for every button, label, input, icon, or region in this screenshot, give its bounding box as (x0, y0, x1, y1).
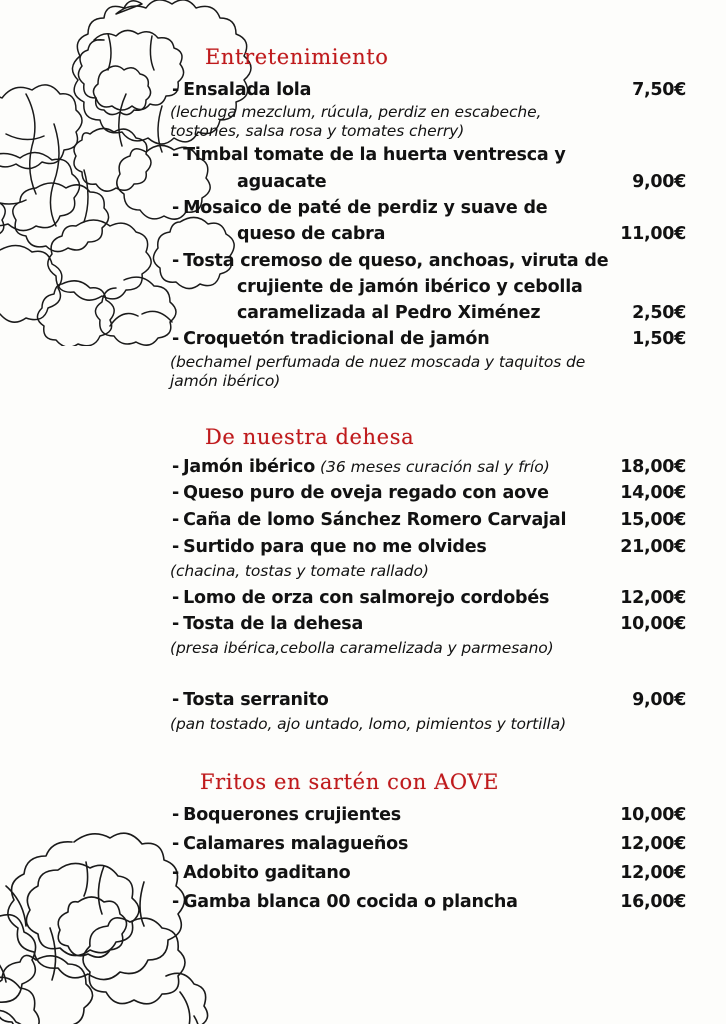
menu-item-label: Calamares malagueños (183, 834, 409, 854)
bullet-dash: - (172, 510, 180, 530)
menu-item-price-timbal-tomate: 9,00€ (632, 172, 686, 192)
menu-item-name-tosta-cremoso-queso (172, 251, 726, 271)
menu-item-description-tosta-de-la-dehesa: (presa ibérica,cebolla caramelizada y parmesano) (170, 639, 554, 657)
menu-item-label: queso de cabra (237, 224, 386, 244)
menu-item-label: Gamba blanca 00 cocida o plancha (183, 892, 518, 912)
bullet-dash: - (172, 483, 180, 503)
menu-item-name-mosaico-pate-perdiz (172, 198, 726, 218)
menu-item-price-ensalada-lola: 7,50€ (632, 80, 686, 100)
menu-item-label: Ensalada lola (183, 80, 312, 100)
menu-item-description-ensalada-lola: tostones, salsa rosa y tomates cherry) (170, 122, 465, 140)
menu-item-label: Tosta serranito (183, 690, 329, 710)
bullet-dash: - (172, 805, 180, 825)
menu-item-label: Timbal tomate de la huerta ventresca y (183, 145, 566, 165)
menu-item-price-queso-puro-oveja: 14,00€ (620, 483, 686, 503)
bullet-dash: - (172, 863, 180, 883)
menu-item-name-timbal-tomate (172, 145, 726, 165)
menu-item-name-tosta-cremoso-queso (237, 277, 726, 297)
menu-item-price-gamba-blanca: 16,00€ (620, 892, 686, 912)
menu-item-price-tosta-de-la-dehesa: 10,00€ (620, 614, 686, 634)
menu-item-price-lomo-de-orza: 12,00€ (620, 588, 686, 608)
menu-item-description-croqueton-tradicional: jamón ibérico) (170, 372, 281, 390)
section-heading-fritos-en-sarten-con-aove: Fritos en sartén con AOVE (200, 770, 500, 794)
menu-item-label: Tosta de la dehesa (183, 614, 364, 634)
menu-item-label: Croquetón tradicional de jamón (183, 329, 490, 349)
bullet-dash: - (172, 329, 180, 349)
menu-item-label: Jamón ibérico (183, 457, 316, 477)
menu-item-price-boquerones-crujientes: 10,00€ (620, 805, 686, 825)
bullet-dash: - (172, 892, 180, 912)
bullet-dash: - (172, 80, 180, 100)
menu-item-label: caramelizada al Pedro Ximénez (237, 303, 541, 323)
menu-item-price-surtido-no-me-olvides: 21,00€ (620, 537, 686, 557)
menu-item-label: Mosaico de paté de perdiz y suave de (183, 198, 548, 218)
menu-item-price-calamares-malaguenos: 12,00€ (620, 834, 686, 854)
bullet-dash: - (172, 588, 180, 608)
bullet-dash: - (172, 537, 180, 557)
bullet-dash: - (172, 198, 180, 218)
menu-item-label: Lomo de orza con salmorejo cordobés (183, 588, 550, 608)
menu-item-label: Tosta cremoso de queso, anchoas, viruta de (183, 251, 609, 271)
menu-item-price-croqueton-tradicional: 1,50€ (632, 329, 686, 349)
section-heading-de-nuestra-dehesa: De nuestra dehesa (205, 425, 415, 449)
bullet-dash: - (172, 457, 180, 477)
bullet-dash: - (172, 834, 180, 854)
menu-item-price-jamon-iberico: 18,00€ (620, 457, 686, 477)
bullet-dash: - (172, 251, 180, 271)
menu-item-price-cana-de-lomo: 15,00€ (620, 510, 686, 530)
menu-item-label: Adobito gaditano (183, 863, 351, 883)
menu-item-label: crujiente de jamón ibérico y cebolla (237, 277, 583, 297)
menu-item-price-adobito-gaditano: 12,00€ (620, 863, 686, 883)
menu-item-price-tosta-cremoso-queso: 2,50€ (632, 303, 686, 323)
menu-item-description-surtido-no-me-olvides: (chacina, tostas y tomate rallado) (170, 562, 429, 580)
menu-item-description-ensalada-lola: (lechuga mezclum, rúcula, perdiz en escabeche, (170, 103, 542, 121)
menu-item-price-mosaico-pate-perdiz: 11,00€ (620, 224, 686, 244)
menu-item-price-tosta-serranito: 9,00€ (632, 690, 686, 710)
section-heading-entretenimiento: Entretenimiento (205, 45, 389, 69)
menu-item-label: Boquerones crujientes (183, 805, 402, 825)
menu-item-description-croqueton-tradicional: (bechamel perfumada de nuez moscada y taquitos de (170, 353, 586, 371)
menu-item-label: Caña de lomo Sánchez Romero Carvajal (183, 510, 567, 530)
menu-item-label: Queso puro de oveja regado con aove (183, 483, 549, 503)
bullet-dash: - (172, 145, 180, 165)
menu-item-description-tosta-serranito: (pan tostado, ajo untado, lomo, pimientos y tortilla) (170, 715, 567, 733)
bullet-dash: - (172, 614, 180, 634)
menu-item-label: aguacate (237, 172, 327, 192)
menu-item-note: (36 meses curación sal y frío) (315, 458, 550, 476)
menu-item-label: Surtido para que no me olvides (183, 537, 487, 557)
bullet-dash: - (172, 690, 180, 710)
